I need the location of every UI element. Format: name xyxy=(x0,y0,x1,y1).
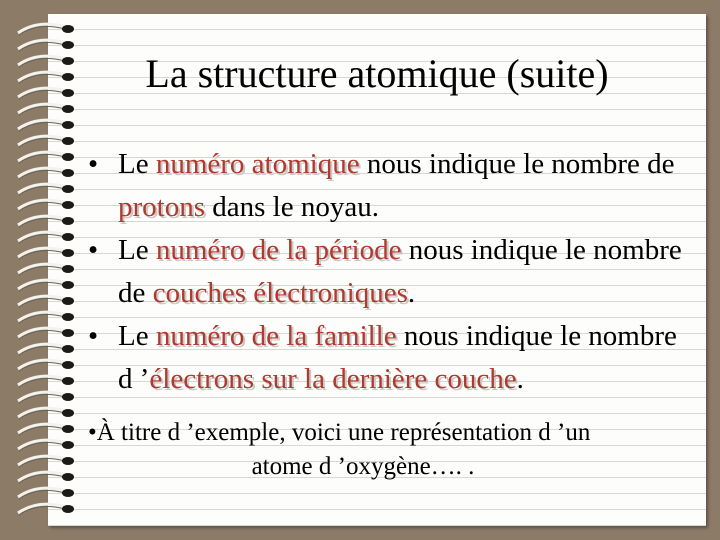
punch-hole xyxy=(62,217,74,225)
punch-hole xyxy=(62,441,74,449)
punch-hole xyxy=(62,25,74,33)
punch-hole xyxy=(62,473,74,481)
punch-hole xyxy=(62,281,74,289)
punch-hole xyxy=(62,393,74,401)
punch-hole xyxy=(62,265,74,273)
bullet-list xyxy=(88,143,698,401)
punch-hole xyxy=(62,377,74,385)
punch-hole xyxy=(62,137,74,145)
highlight-term: couches électroniques xyxy=(152,277,408,309)
punch-hole xyxy=(62,329,74,337)
example-line-2: atome d ’oxygène…. . xyxy=(251,453,475,480)
punch-hole xyxy=(62,409,74,417)
highlight-term: numéro de la période xyxy=(155,234,402,266)
punch-hole xyxy=(62,361,74,369)
highlight-term: numéro atomique xyxy=(155,148,360,180)
punch-hole xyxy=(62,153,74,161)
punch-hole xyxy=(62,185,74,193)
punch-hole xyxy=(62,233,74,241)
example-text xyxy=(88,416,678,484)
bullet-family-number: • Le numéro de la famille nous indique le nombre d ’électrons sur la dernière couche. xyxy=(88,315,698,401)
punch-hole xyxy=(62,297,74,305)
punch-hole xyxy=(62,169,74,177)
punch-hole xyxy=(62,41,74,49)
punch-hole xyxy=(62,505,74,513)
punch-hole xyxy=(62,425,74,433)
punch-hole xyxy=(62,105,74,113)
example-line-1: •À titre d ’exemple, voici une représentation d ’un xyxy=(88,419,591,446)
bullet-period-number: • Le numéro de la période nous indique le nombre de couches électroniques. xyxy=(88,229,698,315)
punch-hole xyxy=(62,201,74,209)
punch-hole xyxy=(62,121,74,129)
punch-hole xyxy=(62,489,74,497)
bullet-atomic-number: • Le numéro atomique nous indique le nombre de protons dans le noyau. xyxy=(88,143,698,229)
slide-title: La structure atomique (suite) xyxy=(145,51,609,96)
highlight-term: électrons sur la dernière couche xyxy=(149,363,517,395)
punch-hole xyxy=(62,457,74,465)
punch-hole xyxy=(62,345,74,353)
punch-hole xyxy=(62,249,74,257)
punch-hole xyxy=(62,313,74,321)
highlight-term: protons xyxy=(118,191,205,223)
highlight-term: numéro de la famille xyxy=(155,320,397,352)
